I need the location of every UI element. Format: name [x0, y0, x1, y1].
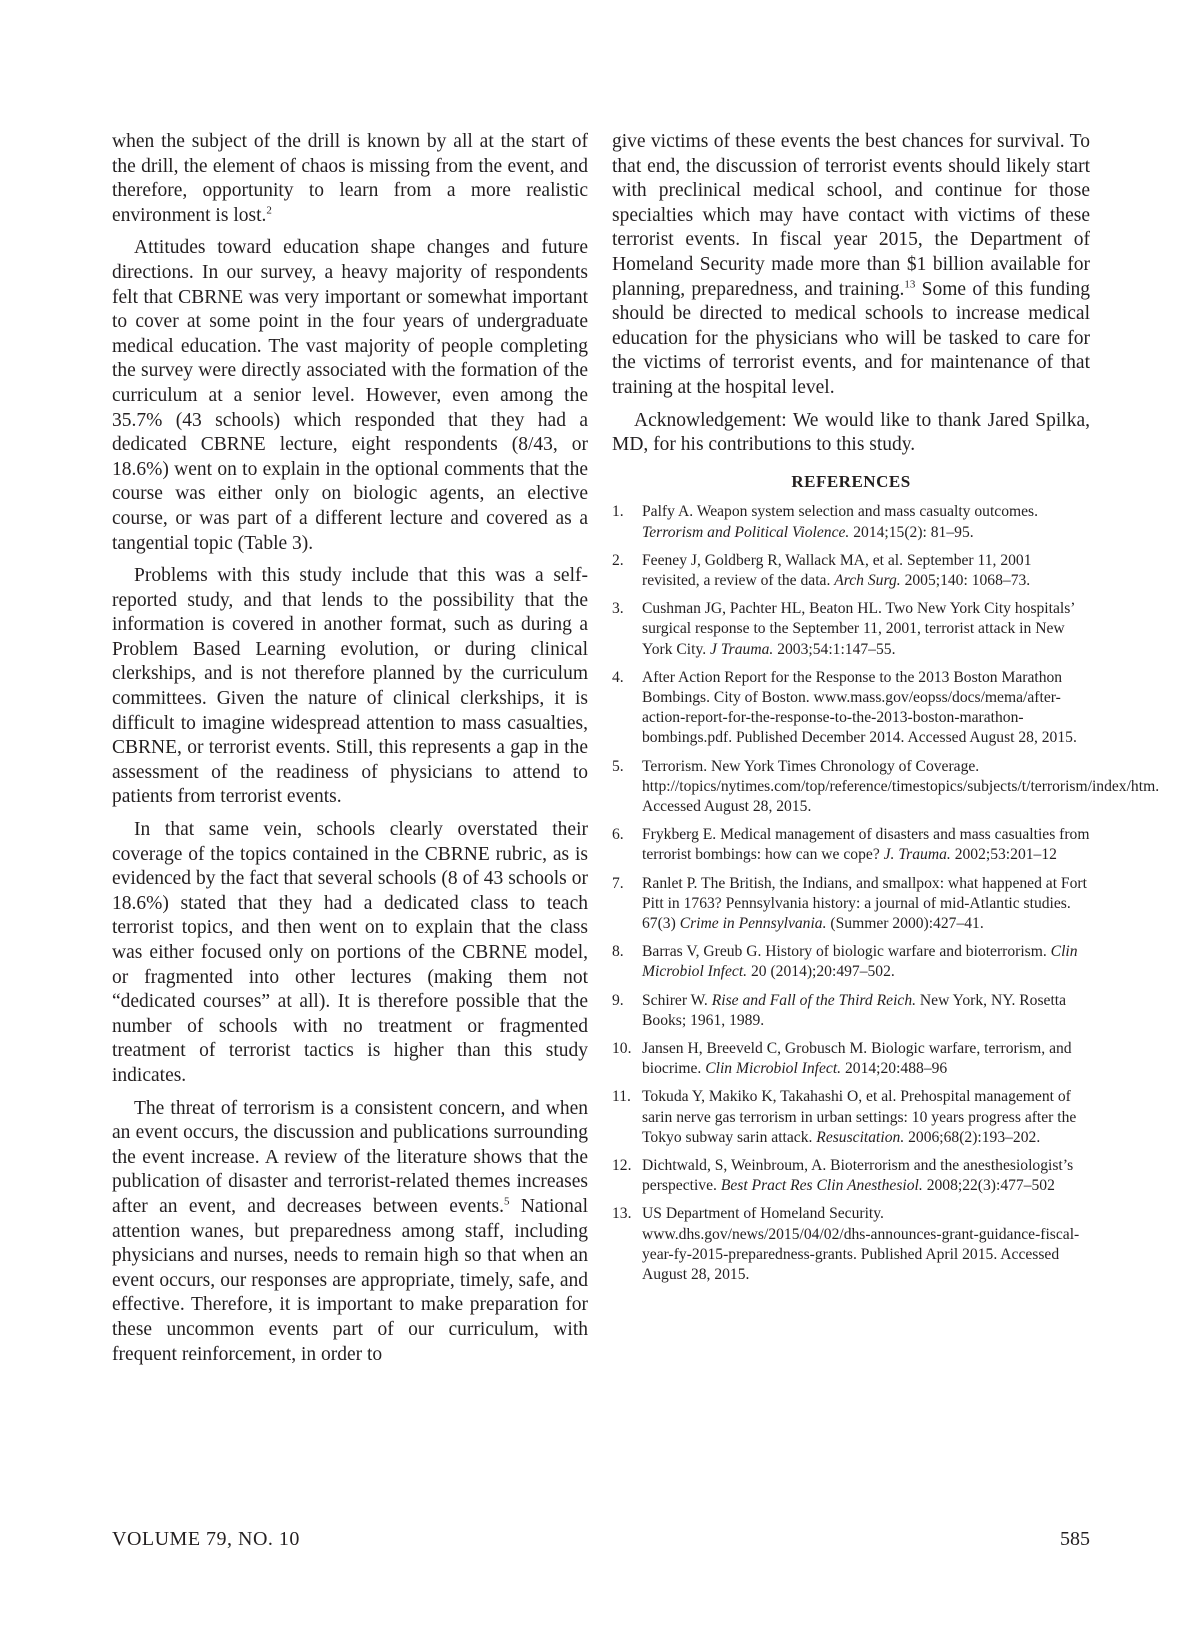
reference-text-main: Ranlet P. The British, the Indians, and smallpox: what happened at Fort Pitt in 1763? Pennsylvania history: a journal of mid-Atlantic studies. 67(3): [642, 874, 1087, 932]
reference-number: 9.: [612, 991, 624, 1009]
reference-number: 11.: [612, 1088, 631, 1106]
reference-journal: Clin Microbiol Infect.: [705, 1060, 842, 1078]
reference-number: 5.: [612, 757, 624, 775]
reference-text: [642, 599, 1090, 660]
reference-text-tail: (Summer 2000):427–41.: [826, 914, 984, 932]
reference-text: [642, 668, 1090, 749]
paragraph-problems: Problems with this study include that this was a self-reported study, and that lends to the possibility that the information is covered in another format, such as during a Problem Based Learning evolution, or during clinical clerkships, and is not therefore planned by the curriculum committees. Given the nature of clinical clerkships, it is difficult to imagine widespread attention to mass casualties, CBRNE, or terrorist events. Still, this represents a gap in the assessment of the readiness of physicians to attend to patients from terrorist events.: [112, 565, 588, 808]
right-column: [612, 130, 1160, 1293]
reference-text: [642, 1156, 1090, 1196]
left-column: [112, 130, 588, 1375]
reference-text: [642, 825, 1090, 865]
reference-item: [612, 551, 1090, 591]
reference-text: [642, 757, 1159, 818]
reference-text: [642, 991, 1090, 1031]
reference-item: [612, 757, 1160, 818]
reference-number: 12.: [612, 1157, 632, 1174]
reference-number: 2.: [612, 551, 624, 569]
reference-number: 1.: [612, 503, 624, 521]
footer-page-number: 585: [1060, 1528, 1090, 1550]
reference-item: [612, 668, 1090, 749]
reference-item: [612, 502, 1090, 542]
citation-13: 13: [904, 278, 916, 291]
reference-text-main: Dichtwald, S, Weinbroum, A. Bioterrorism and the anesthesiologist’s perspective.: [642, 1157, 1074, 1195]
reference-journal: Arch Surg.: [834, 571, 901, 589]
paragraph-threat-text-1: The threat of terrorism is a consistent concern, and when an event occurs, the discussion and publications surrounding the event increase. A review of the literature shows that the publication of disaster and terrorist-related themes increases after an event, and decreases between events.: [112, 1097, 588, 1217]
reference-text: [642, 1087, 1090, 1148]
acknowledgement: Acknowledgement: We would like to thank Jared Spilka, MD, for his contributions to this study.: [612, 409, 1090, 456]
paragraph-drill-text: when the subject of the drill is known by all at the start of the drill, the element of chaos is missing from the event, and therefore, opportunity to learn from a more realistic environment is lost.: [112, 131, 588, 226]
reference-text-tail: New York, NY. Rosetta Books; 1961, 1989.: [642, 991, 1067, 1029]
reference-item: [612, 1204, 1090, 1285]
reference-text-main: Palfy A. Weapon system selection and mass casualty outcomes.: [642, 503, 1039, 521]
paragraph-victims-text-1: give victims of these events the best chances for survival. To that end, the discussion of terrorist events should likely start with preclinical medical school, and continue for those specialties which may have contact with victims of these terrorist events. In fiscal year 2015, the Department of Homeland Security made more than $1 billion available for planning, preparedness, and training.: [612, 131, 1090, 300]
reference-text-tail: 2003;54:1:147–55.: [773, 640, 896, 658]
reference-text-main: Jansen H, Breeveld C, Grobusch M. Biologic warfare, terrorism, and biocrime.: [642, 1039, 1072, 1078]
paragraph-drill: [112, 130, 588, 228]
paragraph-victims: [612, 130, 1090, 401]
reference-text-main: Tokuda Y, Makiko K, Takahashi O, et al. Prehospital management of sarin nerve gas terrorism in urban settings: 10 years progress after the Tokyo subway sarin attack.: [642, 1088, 1077, 1146]
reference-journal: J. Trauma.: [883, 846, 951, 864]
reference-text: [642, 942, 1090, 982]
reference-text: [642, 874, 1090, 935]
reference-text-tail: 20 (2014);20:497–502.: [747, 963, 895, 981]
reference-text-main: Schirer W.: [642, 991, 712, 1009]
reference-text-main: Barras V, Greub G. History of biologic warfare and bioterrorism.: [642, 943, 1051, 961]
reference-number: 7.: [612, 874, 624, 892]
reference-text-tail: 2006;68(2):193–202.: [904, 1128, 1041, 1146]
reference-item: [612, 1039, 1090, 1079]
reference-journal: Rise and Fall of the Third Reich.: [711, 991, 917, 1009]
reference-text-main: Frykberg E. Medical management of disasters and mass casualties from terrorist bombings: how can we cope?: [642, 826, 1090, 864]
reference-item: [612, 1156, 1090, 1196]
citation-5: 5: [503, 1195, 510, 1208]
reference-text-tail: 2005;140: 1068–73.: [900, 571, 1031, 589]
reference-text: [642, 1204, 1090, 1285]
reference-number: 10.: [612, 1039, 632, 1057]
paragraph-threat: [112, 1097, 588, 1368]
reference-text-main: After Action Report for the Response to the 2013 Boston Marathon Bombings. City of Boston. www.mass.gov/eopss/docs/mema/after-action-report-for-the-response-to-the-2013-boston-marathon-bombings.pdf. Published December 2014. Accessed August 28, 2015.: [642, 668, 1077, 747]
references-list: [612, 502, 1160, 1285]
reference-text-main: US Department of Homeland Security. www.dhs.gov/news/2015/04/02/dhs-announces-grant-guidance-fiscal-year-fy-2015-preparedness-grants. Published April 2015. Accessed August 28, 2015.: [642, 1205, 1080, 1284]
reference-item: [612, 1087, 1090, 1148]
reference-item: [612, 991, 1090, 1031]
reference-text-main: Cushman JG, Pachter HL, Beaton HL. Two New York City hospitals’ surgical response to the September 11, 2001, terrorist attack in New York City.: [642, 600, 1075, 658]
reference-number: 3.: [612, 600, 624, 618]
reference-text: [642, 1039, 1090, 1079]
reference-item: [612, 825, 1090, 865]
paragraph-victims-text-2: Some of this funding should be directed to medical schools to increase medical education for the physicians who will be tasked to care for the victims of terrorist events, and for maintenance of that training at the hospital level.: [612, 278, 1090, 398]
reference-journal: Crime in Pennsylvania.: [679, 914, 827, 932]
reference-journal: Terrorism and Political Violence.: [642, 523, 850, 541]
reference-text-tail: 2014;15(2): 81–95.: [849, 523, 974, 541]
reference-number: 13.: [612, 1205, 632, 1223]
reference-text: [642, 551, 1090, 591]
reference-item: [612, 942, 1090, 982]
reference-text: [642, 502, 1090, 542]
reference-text-tail: 2014;20:488–96: [841, 1060, 948, 1078]
reference-text-tail: 2002;53:201–12: [950, 846, 1057, 864]
reference-text-tail: 2008;22(3):477–502: [922, 1177, 1055, 1195]
reference-item: [612, 599, 1090, 660]
paragraph-attitudes: Attitudes toward education shape changes and future directions. In our survey, a heavy majority of respondents felt that CBRNE was very important or somewhat important to cover at some point in the four years of undergraduate medical education. The vast majority of people completing the survey were directly associated with the formation of the curriculum at a senior level. However, even among the 35.7% (43 schools) which responded that they had a dedicated CBRNE lecture, eight respondents (8/43, or 18.6%) went on to explain in the optional comments that the course was either only on biologic agents, an elective course, or was part of a different lecture and covered as a tangential topic (Table 3).: [112, 237, 588, 554]
paragraph-same-vein: In that same vein, schools clearly overstated their coverage of the topics contained in the CBRNE rubric, as is evidenced by the fact that several schools (8 of 43 schools or 18.6%) stated that they had a dedicated class to teach terrorist topics, and then went on to explain that the class was either focused only on portions of the CBRNE model, or fragmented into other lectures (making them not “dedicated courses” at all). It is therefore possible that the number of schools with no treatment or fragmented treatment of terrorist tactics is higher than this study indicates.: [112, 819, 588, 1086]
reference-journal: J Trauma.: [710, 640, 774, 658]
reference-item: [612, 874, 1090, 935]
reference-journal: Resuscitation.: [816, 1128, 905, 1146]
references-heading: REFERENCES: [791, 471, 911, 491]
reference-number: 4.: [612, 668, 624, 686]
footer-volume: VOLUME 79, NO. 10: [112, 1528, 300, 1550]
reference-text-main: Feeney J, Goldberg R, Wallack MA, et al. September 11, 2001 revisited, a review of the data.: [642, 551, 1032, 589]
reference-number: 8.: [612, 943, 624, 961]
paragraph-threat-text-2: National attention wanes, but preparedness among staff, including physicians and nurses, needs to remain high so that when an event occurs, our responses are appropriate, timely, safe, and effective. Therefore, it is important to make preparation for these uncommon events part of our curriculum, with frequent reinforcement, in order to: [112, 1195, 588, 1365]
reference-journal: Clin Microbiol Infect.: [642, 943, 1078, 981]
reference-journal: Best Pract Res Clin Anesthesiol.: [720, 1177, 923, 1195]
citation-2: 2: [266, 204, 272, 217]
reference-number: 6.: [612, 826, 624, 844]
reference-text-main: Terrorism. New York Times Chronology of Coverage. http://topics/nytimes.com/top/reference/timestopics/subjects/t/terrorism/index/htm. Accessed August 28, 2015.: [642, 757, 1160, 815]
